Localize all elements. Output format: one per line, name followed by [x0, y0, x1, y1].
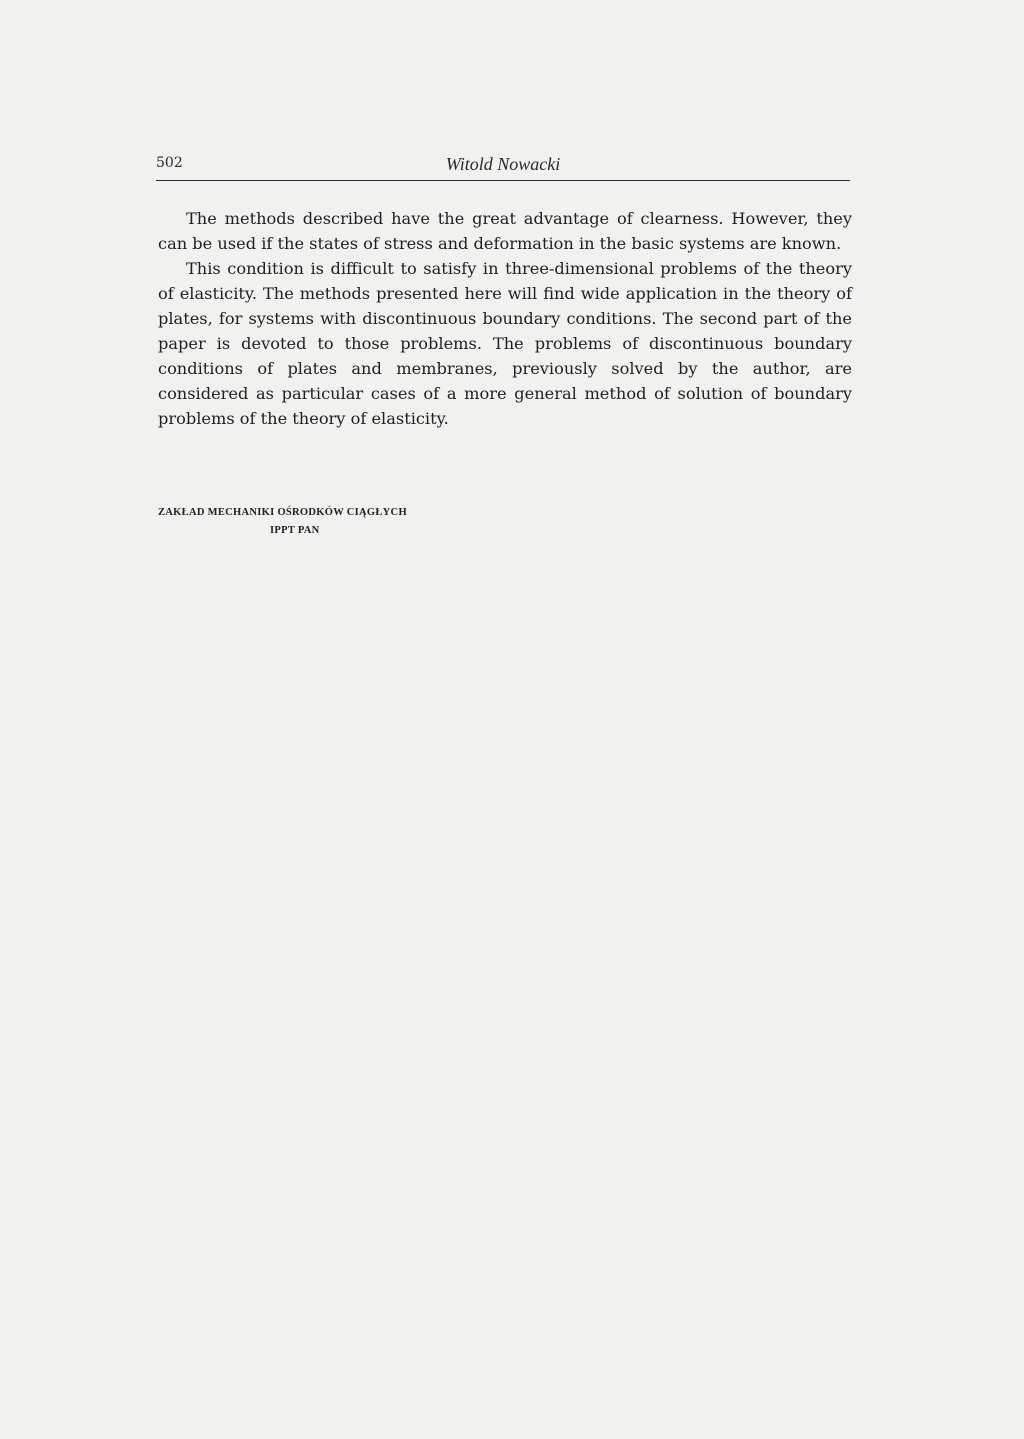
- affiliation: [158, 504, 458, 540]
- paragraph-2: This condition is difficult to satisfy in three-dimensional problems of the theory of elasticity. The methods presented here will find wide application in the theory of plates, for systems with discontinuous boundary conditions. The second part of the paper is devoted to those problems. The problems of discontinuous boundary conditions of plates and membranes, previously solved by the author, are considered as particular cases of a more general method of solution of boundary problems of the theory of elasticity.: [158, 259, 852, 428]
- running-head: [156, 150, 850, 181]
- affiliation-line-2: IPPT PAN: [270, 525, 320, 536]
- body-text: [158, 206, 852, 431]
- page-number: 502: [156, 155, 183, 171]
- affiliation-line-1: ZAKŁAD MECHANIKI OŚRODKÓW CIĄGŁYCH: [158, 507, 407, 518]
- running-title: Witold Nowacki: [445, 154, 561, 174]
- paragraph-1: The methods described have the great advantage of clearness. However, they can be used if the states of stress and deformation in the basic systems are known.: [158, 209, 852, 253]
